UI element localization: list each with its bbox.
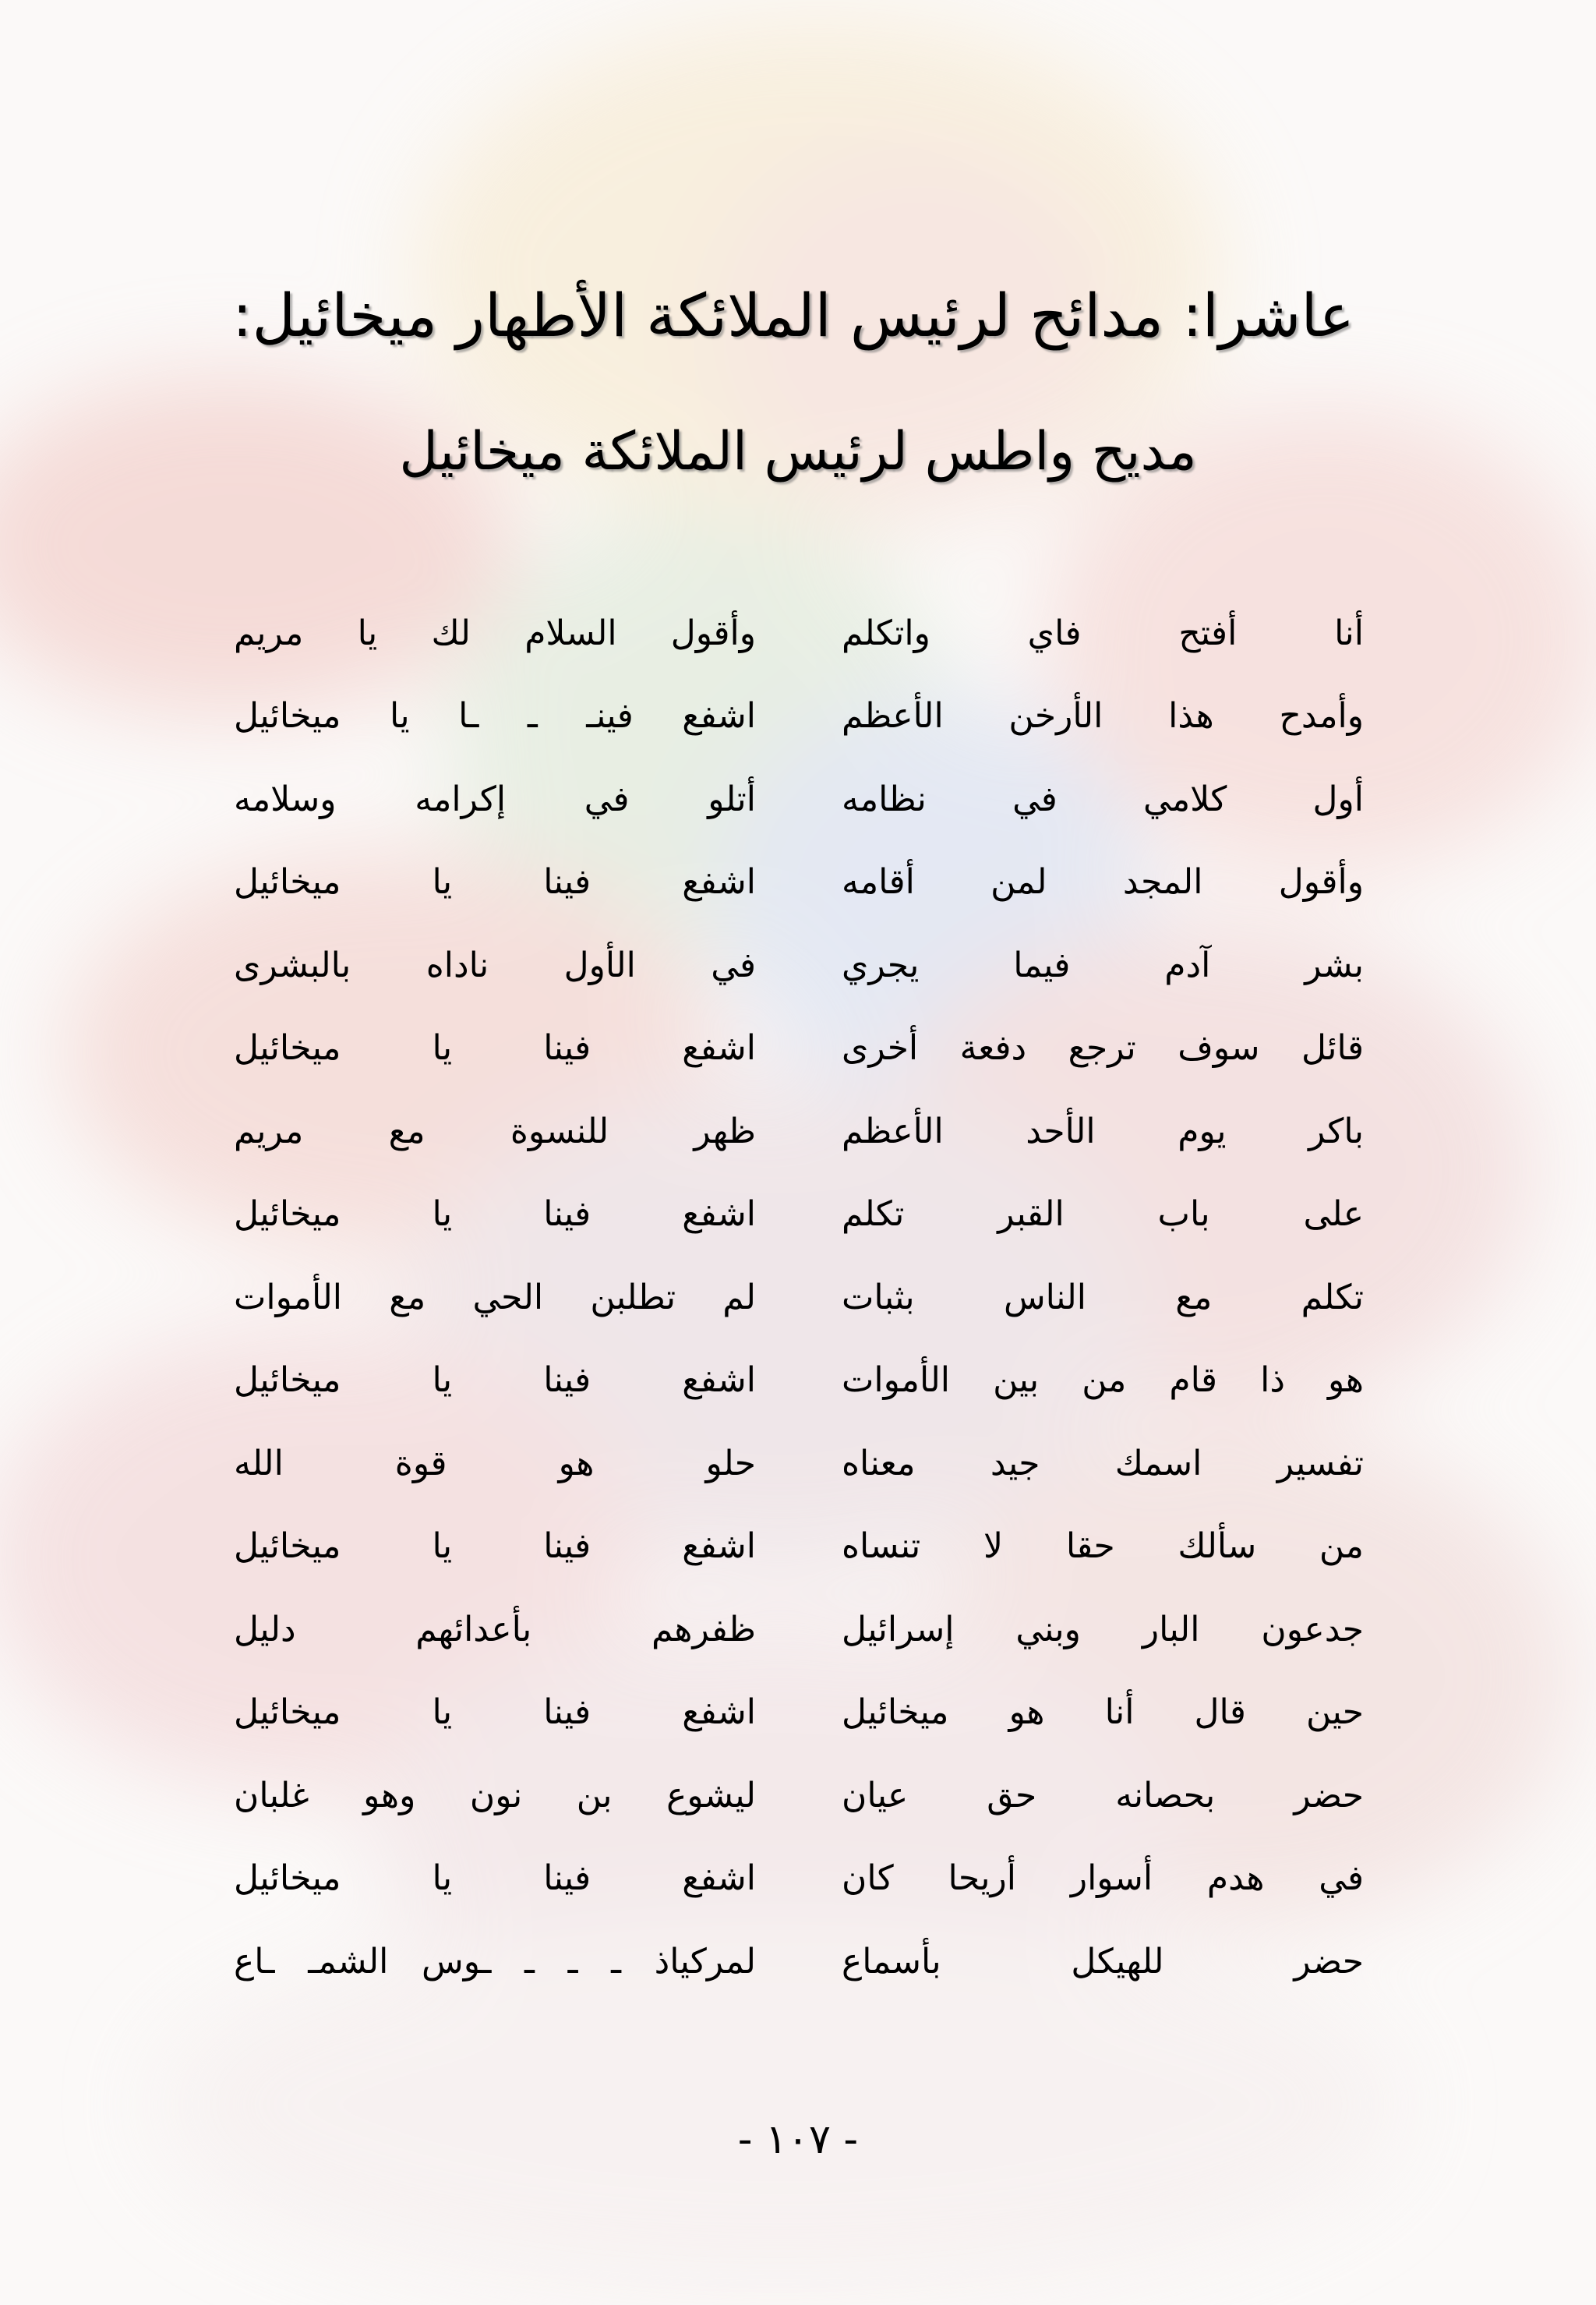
verse-second-half: اشفع فينا يا ميخائيل [234, 862, 756, 903]
verse-first-half: باكر يوم الأحد الأعظم [842, 1111, 1364, 1151]
verse-second-half: اشفع فينا يا ميخائيل [234, 1858, 756, 1899]
verse-first-half: جدعون البار وبني إسرائيل [842, 1609, 1364, 1649]
verse-first-half: أنا أفتح فاي واتكلم [842, 613, 1364, 653]
verse-second-half: في الأول ناداه بالبشرى [234, 945, 756, 985]
verse-first-half: قائل سوف ترجع دفعة أخرى [842, 1028, 1364, 1069]
verse-first-half: في هدم أسوار أريحا كان [842, 1858, 1364, 1899]
verse-first-half: وأقول المجد لمن أقامه [842, 862, 1364, 903]
verse-row [234, 1340, 1364, 1423]
verse-second-half: اشفع فينا يا ميخائيل [234, 1360, 756, 1401]
verse-row [234, 1506, 1364, 1589]
verse-second-half: ظفرهم بأعدائهم دليل [234, 1609, 756, 1649]
verse-second-half: اشفع فينا يا ميخائيل [234, 1194, 756, 1235]
verse-row [234, 1672, 1364, 1755]
verse-row [234, 1921, 1364, 2004]
verse-row [234, 676, 1364, 759]
verse-row [234, 1257, 1364, 1340]
verse-first-half: حضر بحصانه حق عيان [842, 1775, 1364, 1815]
verse-first-half: هو ذا قام من بين الأموات [842, 1360, 1364, 1401]
verse-row [234, 592, 1364, 676]
section-heading: عاشرا: مدائح لرئيس الملائكة الأطهار ميخائيل: [232, 281, 1354, 350]
verse-second-half: حلو هو قوة الله [234, 1443, 756, 1483]
verse-row [234, 1091, 1364, 1174]
verse-row [234, 1423, 1364, 1506]
verse-first-half: تفسير اسمك جيد معناه [842, 1443, 1364, 1483]
verse-first-half: على باب القبر تكلم [842, 1194, 1364, 1235]
page-number: - ١٠٧ - [737, 2116, 859, 2163]
verse-first-half: وأمدح هذا الأرخن الأعظم [842, 696, 1364, 737]
verse-row [234, 1008, 1364, 1091]
verse-second-half: وأقول السلام لك يا مريم [234, 613, 756, 653]
verse-first-half: من سألك حقا لا تنساه [842, 1526, 1364, 1567]
verse-second-half: لمركياذ ـ ـ ـ ـوس الشمـ ـاع [234, 1941, 756, 1982]
verse-second-half: ليشوع بن نون وهو غلبان [234, 1775, 756, 1815]
verse-row [234, 1755, 1364, 1838]
poem-title: مديح واطس لرئيس الملائكة ميخائيل [399, 421, 1197, 483]
verse-first-half: حضر للهيكل بأسماع [842, 1941, 1364, 1982]
poem-verses [234, 592, 1364, 2004]
verse-second-half: أتلو في إكرامه وسلامه [234, 779, 756, 819]
verse-second-half: اشفع فينـ ـ ـا يا ميخائيل [234, 696, 756, 737]
verse-row [234, 1174, 1364, 1257]
verse-row [234, 924, 1364, 1008]
verse-first-half: تكلم مع الناس بثبات [842, 1277, 1364, 1317]
verse-second-half: اشفع فينا يا ميخائيل [234, 1526, 756, 1567]
verse-second-half: لم تطلبن الحي مع الأموات [234, 1277, 756, 1317]
verse-second-half: ظهر للنسوة مع مريم [234, 1111, 756, 1151]
verse-second-half: اشفع فينا يا ميخائيل [234, 1692, 756, 1733]
verse-first-half: بشر آدم فيما يجري [842, 945, 1364, 985]
verse-row [234, 1589, 1364, 1672]
verse-second-half: اشفع فينا يا ميخائيل [234, 1028, 756, 1069]
verse-row [234, 758, 1364, 842]
verse-first-half: أول كلامي في نظامه [842, 779, 1364, 819]
verse-first-half: حين قال أنا هو ميخائيل [842, 1692, 1364, 1733]
verse-row [234, 842, 1364, 925]
verse-row [234, 1838, 1364, 1921]
